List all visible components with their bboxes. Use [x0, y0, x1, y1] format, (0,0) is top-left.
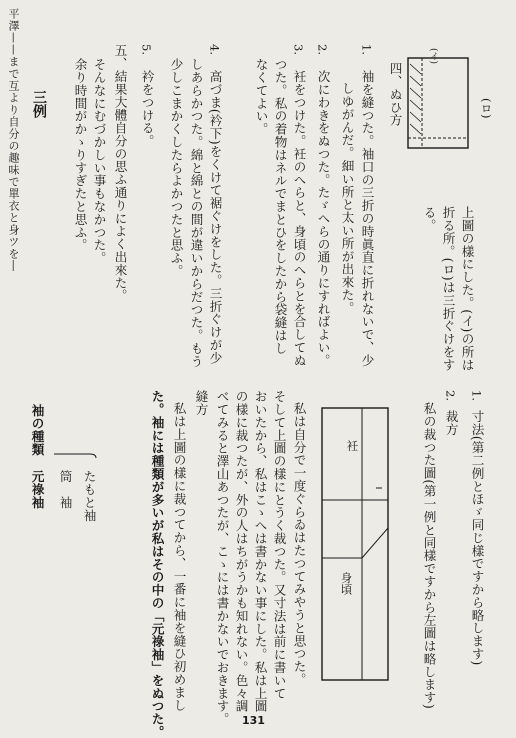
- sleeve-type: 筒 袖: [57, 470, 73, 509]
- step-text: 少しこまかくしたらよかつたと思ふ。: [168, 58, 184, 278]
- sleeve-types-label: 袖の種類: [29, 404, 45, 456]
- step-text: 袖を縫つた。袖口の三折の時眞直に折れないで、少: [359, 70, 375, 367]
- running-header: 平澤——まで互より自分の趣味で單衣と身ツを―: [7, 8, 20, 272]
- result-line: 五、結果大體自分の思ふ通りによく出來た。: [112, 44, 128, 302]
- section-heading-sanrei: 三例: [31, 90, 47, 118]
- result-line: 余り時間がかゝりすぎたと思ふ。: [72, 58, 88, 252]
- step-number: 3.: [291, 44, 306, 55]
- figure-note: る。: [421, 206, 437, 232]
- cut-paragraph: 私は自分で一度ぐらゐはたつてみやうと思つた。: [291, 402, 307, 686]
- cut-paragraph: そして上圖の樣にとうく裁つた。又寸法は前に書いて: [271, 390, 287, 700]
- sleeve-type: 元祿袖: [29, 470, 45, 509]
- cut-paragraph: の樣に裁つたが、外の人はちがうかも知れない。色々調: [233, 390, 249, 713]
- diagram-mark-migoro: 身頃: [339, 572, 354, 595]
- cut-paragraph: べてみると澤山あつたが、こゝには書かないでおきます。: [214, 390, 230, 726]
- item-text: 私の裁つた圖(第一例と同樣ですから左圖は略します): [421, 402, 437, 710]
- step-text: しあらかつた。綿と綿との間が違いからだつた。もう: [188, 58, 204, 368]
- sewing-paragraph: た。袖には種類が多いが私はその中の「元祿袖」をぬつた。: [149, 390, 165, 738]
- cut-paragraph: おいたから、私はこゝへは書かない事にした。私は上圖: [252, 390, 268, 713]
- step-text: 次にわきをぬつた。たゞへらの通りにすればよい。: [315, 70, 331, 367]
- step-number: 4.: [207, 44, 222, 55]
- item-text: 寸法(第二例とほゞ同じ樣ですから略します): [469, 410, 485, 666]
- hem-diagram: [408, 52, 478, 152]
- item-number: 1.: [469, 390, 484, 401]
- step-text: 高づま(衿下)をくけて裾ぐけをした。三折ぐけが少: [207, 70, 223, 365]
- step-text: しゆがんだ。細い所と太い所が出來た。: [339, 82, 355, 315]
- step-text: 衿をつける。: [139, 70, 155, 148]
- step-number: 1.: [359, 44, 374, 55]
- page-number: 131: [242, 714, 265, 727]
- diagram-mark-okumi: 衽: [345, 440, 360, 452]
- step-number: 2.: [315, 44, 330, 55]
- figure-note: 折る所。(ロ)は三折ぐけをす: [440, 206, 456, 372]
- step-text: 衽をつけた。衽のへらと、身頃のへらとを合してぬ: [291, 70, 307, 367]
- diagram-label-ro: (ロ): [479, 98, 494, 119]
- sewing-paragraph: 私は上圖の樣に裁つてから、一番に袖を縫ひ初めまし: [171, 402, 187, 712]
- step-number: 5.: [139, 44, 154, 55]
- item-text: 裁方: [443, 410, 459, 436]
- step-text: つた。私の着物はネルでまとひをしたから袋縫はし: [272, 58, 288, 355]
- result-line: そんなにむづかしい事もなかつた。: [91, 58, 107, 265]
- figure-note: 上圖の樣にした。(イ)の所は: [459, 206, 475, 372]
- heading-nuikata: 四、ぬひ方: [387, 62, 403, 127]
- step-text: なくてよい。: [253, 58, 269, 136]
- item-number: 2.: [443, 390, 458, 401]
- sleeve-type: たもと袖: [81, 470, 97, 522]
- diagram-label-i: (イ): [428, 48, 438, 65]
- sewing-heading: 縫方: [193, 390, 209, 416]
